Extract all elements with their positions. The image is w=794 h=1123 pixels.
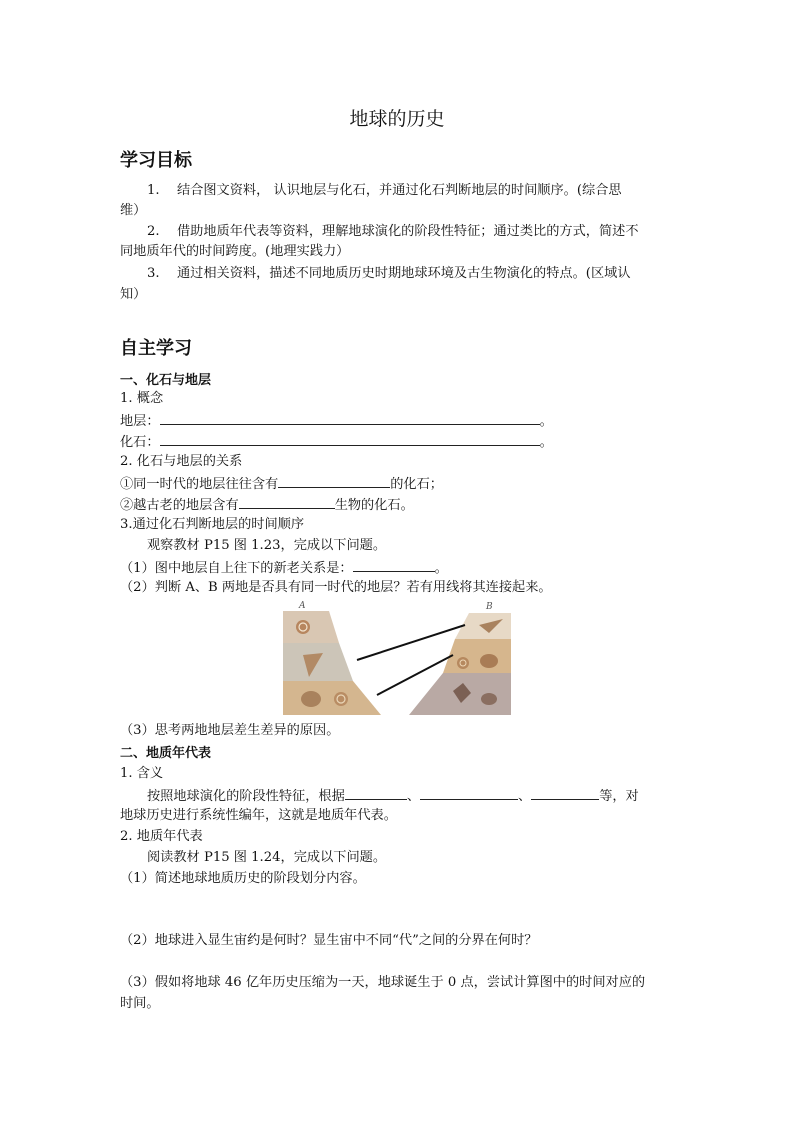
goal-1-line1 [147,181,622,201]
table-question-3-line2: 时间。 [120,996,160,1011]
table-question-3-line1: （3）假如将地球 46 亿年历史压缩为一天，地球诞生于 0 点，尝试计算图中的时间对应的 [120,975,646,990]
observe-text: 观察教材 P15 图 1.23，完成以下问题。 [147,538,387,553]
fossil-period: 。 [539,435,553,450]
meaning-heading: 1. 含义 [120,766,164,781]
learning-goals-heading: 学习目标 [120,150,192,171]
page-title: 地球的历史 [349,108,445,130]
relation-2-row [120,494,414,516]
goal-3-line1 [147,264,631,284]
connection-line [357,625,465,660]
fossil-label: 化石： [120,435,160,450]
relation-1-blank[interactable] [278,473,390,488]
goal-1-num: 1. [147,183,160,198]
judge-heading: 3.通过化石判断地层的时间顺序 [120,517,305,532]
table-question-2: （2）地球进入显生宙约是何时？显生宙中不同“代”之间的分界在何时？ [120,933,538,948]
question-1-period: 。 [434,561,448,576]
site-a-layer-top [283,611,339,643]
relation-1-pre: ①同一时代的地层往往含有 [120,477,279,492]
question-3-text: （3）思考两地地层差生差异的原因。 [120,723,340,738]
meaning-line2: 地球历史进行系统性编年，这就是地质年代表。 [120,808,397,823]
relation-2-blank[interactable] [239,494,335,509]
goal-3-num: 3. [147,266,160,281]
goal-3-text: 通过相关资料，描述不同地质历史时期地球环境及古生物演化的特点。(区域认 [177,266,631,281]
goal-2-num: 2. [147,224,160,239]
meaning-blank-1[interactable] [345,785,407,800]
goal-2-line2: 同地质年代的时间跨度。(地理实践力） [120,244,350,259]
strata-figure [283,599,511,716]
time-table-heading: 2. 地质年代表 [120,829,203,844]
question-2-text: （2）判断 A、B 两地是否具有同一时代的地层？若有用线将其连接起来。 [120,580,552,595]
meaning-blank-3[interactable] [531,785,599,800]
self-study-heading: 自主学习 [120,338,192,359]
relation-2-pre: ②越古老的地层含有 [120,498,239,513]
stratum-definition-row [120,410,553,432]
table-question-1: （1）简述地球地质历史的阶段划分内容。 [120,871,366,886]
read-text: 阅读教材 P15 图 1.24，完成以下问题。 [147,850,387,865]
goal-1-text: 结合图文资料， 认识地层与化石，并通过化石判断地层的时间顺序。(综合思 [177,183,622,198]
ammonite-icon [296,620,310,634]
site-b-label: B [486,602,493,612]
site-a-layer-bottom [283,681,381,715]
geologic-time-heading: 二、地质年代表 [120,746,212,761]
stratum-label: 地层： [120,414,160,429]
meaning-blank-2[interactable] [420,785,518,800]
fossil-blank[interactable] [160,431,540,446]
stratum-blank[interactable] [160,410,540,425]
fossil-stratum-heading: 一、化石与地层 [120,373,212,388]
meaning-sep-1: 、 [406,789,420,804]
goal-2-line1 [147,222,639,242]
fossil-definition-row [120,431,553,453]
relation-2-post: 生物的化石。 [334,498,414,513]
goal-2-text: 借助地质年代表等资料，理解地球演化的阶段性特征；通过类比的方式，简述不 [177,224,639,239]
relation-1-post: 的化石； [390,477,443,492]
site-a-layer-middle [283,643,353,681]
goal-3-line2: 知） [120,287,147,302]
stratum-period: 。 [539,414,553,429]
relation-heading: 2. 化石与地层的关系 [120,454,243,469]
question-1-blank[interactable] [353,557,435,572]
concept-heading: 1. 概念 [120,391,164,406]
meaning-sep-2: 、 [518,789,532,804]
meaning-row [147,785,639,807]
meaning-post: 等，对 [599,789,639,804]
site-a-label: A [299,601,306,611]
question-1-row [120,557,448,579]
goal-1-line2: 维） [120,203,147,218]
question-1-text: （1）图中地层自上往下的新老关系是： [120,561,353,576]
meaning-pre: 按照地球演化的阶段性特征，根据 [147,789,345,804]
relation-1-row [120,473,443,495]
